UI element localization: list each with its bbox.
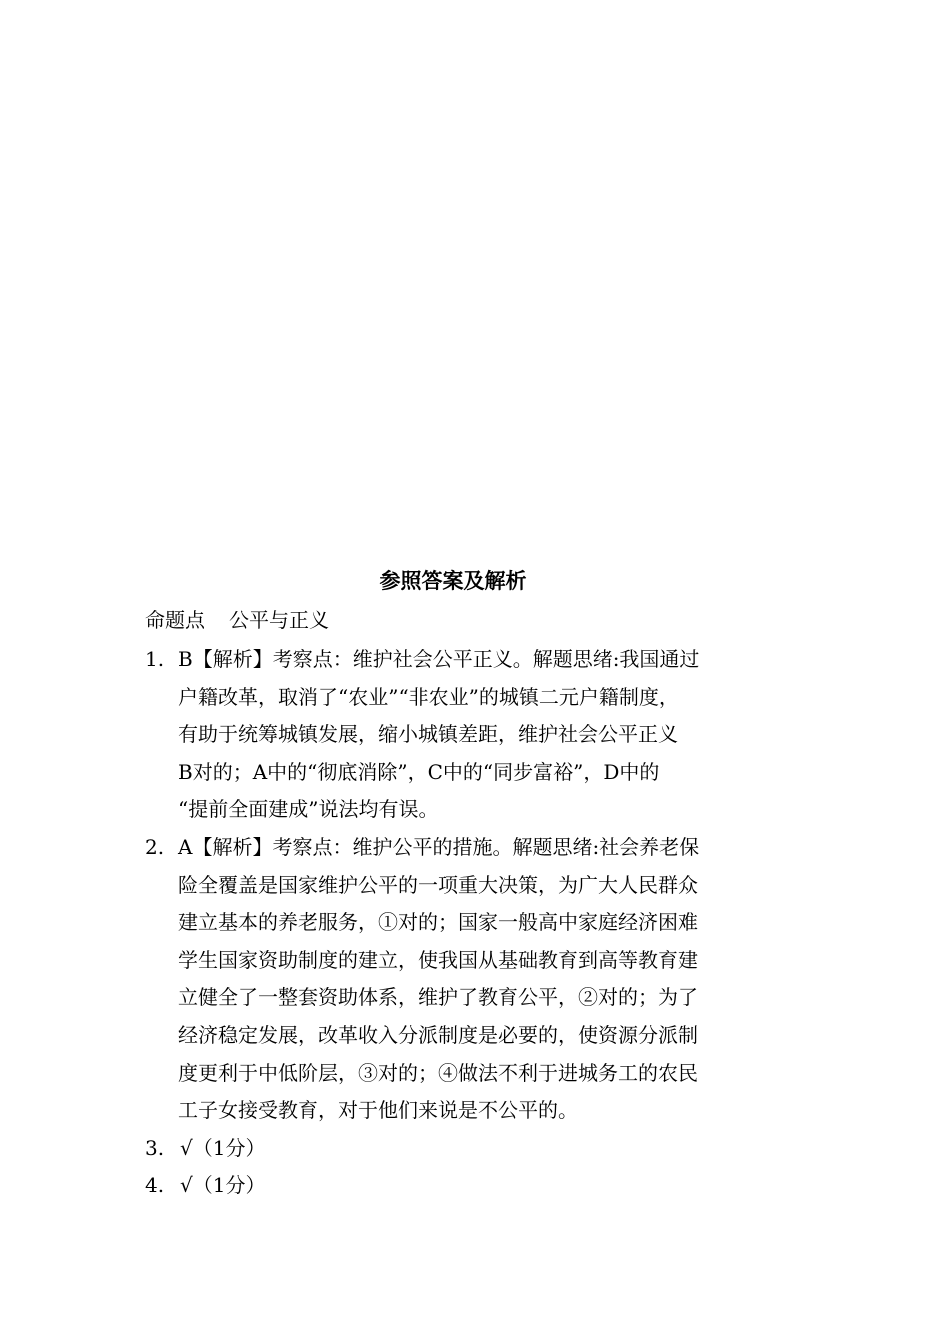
item-text-line: “提前全面建成”说法均有误。 [178, 797, 439, 822]
item-text-line: 险全覆盖是国家维护公平的一项重大决策，为广大人民群众 [178, 872, 698, 897]
item-text-line: 建立基本的养老服务，①对的；国家一般高中家庭经济困难 [178, 910, 698, 935]
section-topic: 公平与正义 [229, 608, 329, 632]
item-text-line: 学生国家资助制度的建立，使我国从基础教育到高等教育建 [178, 947, 698, 972]
answer-item-4 [145, 1167, 785, 1205]
item-number: 4. [145, 1173, 165, 1198]
section-heading [145, 605, 329, 635]
item-text-line: 工子女接受教育，对于他们来说是不公平的。 [178, 1098, 578, 1123]
answer-list [145, 641, 785, 1205]
answer-item-3 [145, 1130, 785, 1168]
item-text-line: A【解析】考察点：维护公平的措施。解题思绪:社会养老保 [178, 834, 700, 859]
item-text-line: 户籍改革，取消了“农业”“非农业”的城镇二元户籍制度， [178, 684, 679, 709]
section-label: 命题点 [145, 608, 205, 632]
item-number: 2. [145, 834, 165, 859]
item-text-line: B对的；A中的“彻底消除”，C中的“同步富裕”，D中的 [178, 759, 660, 784]
item-text-line: √（1分） [180, 1135, 266, 1160]
item-text-line: 有助于统筹城镇发展，缩小城镇差距，维护社会公平正义 [178, 722, 678, 747]
answer-item-1 [145, 641, 785, 829]
item-number: 1. [145, 647, 165, 671]
item-text-line: 立健全了一整套资助体系，维护了教育公平，②对的；为了 [178, 985, 698, 1010]
answer-title: 参照答案及解析 [379, 569, 527, 593]
answer-item-2 [145, 829, 785, 1130]
item-text-line: √（1分） [180, 1173, 266, 1198]
item-text-line: B【解析】考察点：维护社会公平正义。解题思绪:我国通过 [178, 647, 700, 671]
item-text-line: 经济稳定发展，改革收入分派制度是必要的，使资源分派制 [178, 1022, 698, 1047]
item-text-line: 度更利于中低阶层，③对的；④做法不利于进城务工的农民 [178, 1060, 698, 1085]
item-number: 3. [145, 1135, 165, 1160]
